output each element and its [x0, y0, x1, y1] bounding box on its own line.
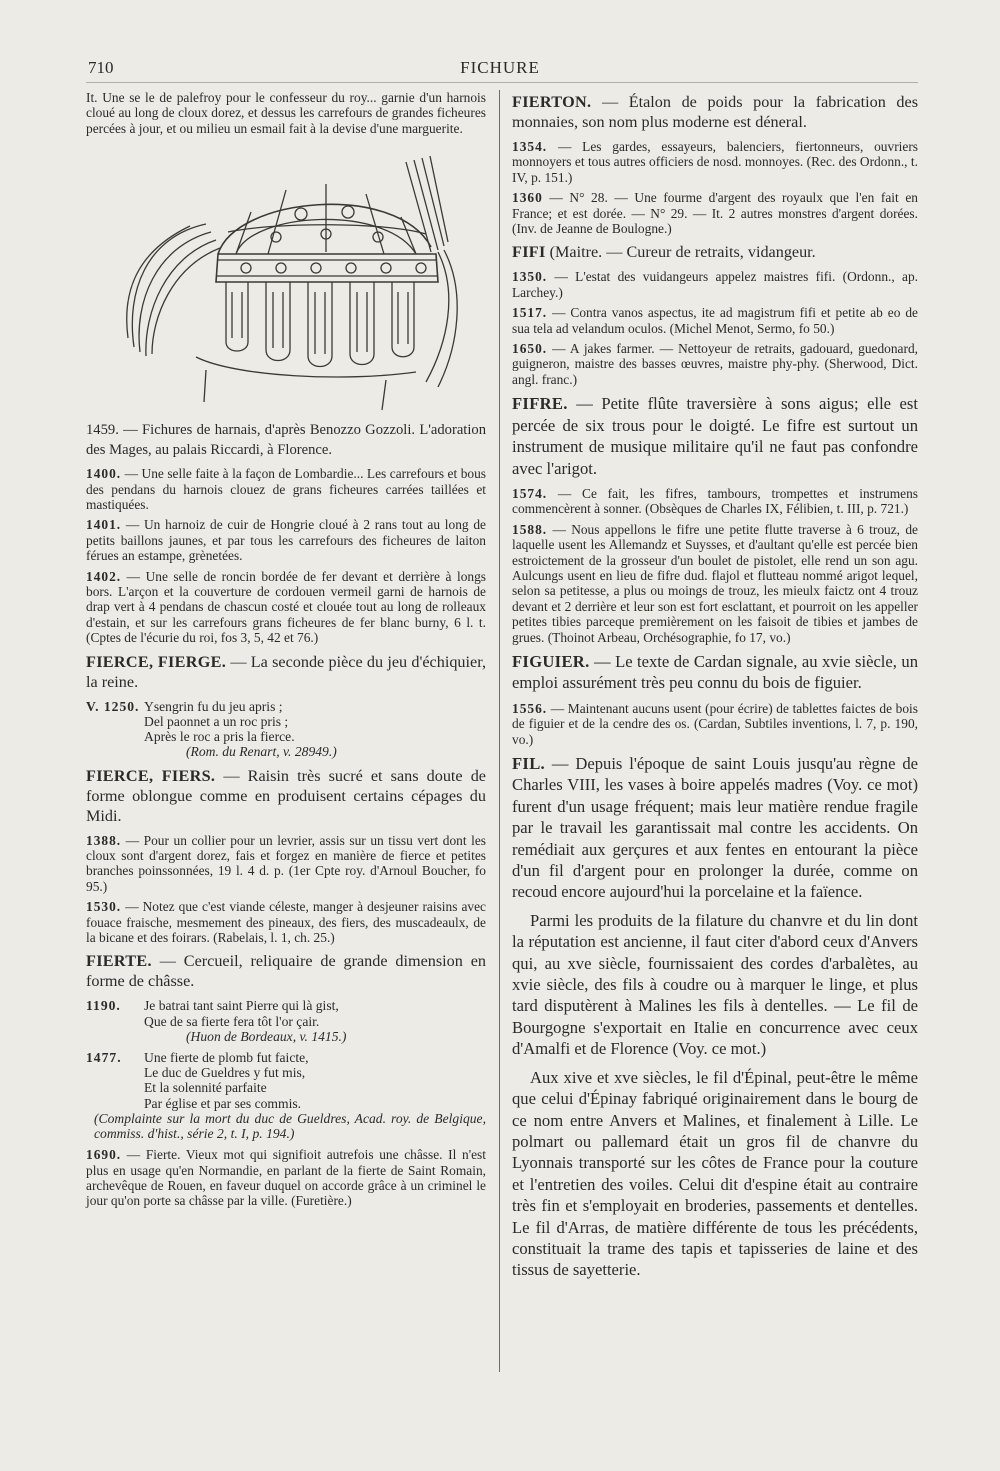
definition: — Depuis l'époque de saint Louis jusqu'au règne de Charles VIII, les vases à boire appelés madres (Voy. ce mot) furent d'un usage fréquent; mais leur matière rendue fragile par le travail les garantissait mal contre les accidents. On remédiait aux gerçures et aux fentes en entourant la pièce d'un fil d'argent pour en prolonger la durée, comme on recoud encore aujourd'hui la porcelaine et la faïence.	[512, 754, 918, 902]
left-column	[86, 90, 486, 1214]
quote-text: — Contra vanos aspectus, ite ad magistrum fifi et petite ab eo de sua tela ad velandum oculos. (Michel Menot, Sermo, fo 50.)	[512, 305, 918, 336]
fil-paragraph-2: Parmi les produits de la filature du chanvre et du lin dont la réputation est ancienne, il faut citer d'abord ceux d'Anvers qui, au xve siècle, fournissaient des cordes d'arbalètes, au xvie siècle, des fils à coudre ou à marquer le linge, et plus tard disputèrent à Malines les fils à dentelles. — Le fil de Bourgogne s'exportait en Italie en concurrence avec ceux d'Amalfi et de Florence (Voy. ce mot.)	[512, 910, 918, 1059]
verse-source: (Rom. du Renart, v. 28949.)	[186, 744, 337, 760]
quote-year: 1388.	[86, 832, 122, 848]
quote-1690	[86, 1147, 486, 1209]
page-number: 710	[88, 58, 114, 77]
verse-1250	[86, 699, 486, 760]
definition: — La seconde pièce du jeu d'échiquier, la reine.	[86, 652, 486, 691]
quote-1360	[512, 190, 918, 236]
verse-line: Et la solennité parfaite	[144, 1080, 267, 1096]
quote-text: — Une selle faite à la façon de Lombardie... Les carrefours et bous des pendans du harnois clouez de grans ficheures carrées taillées et mastiquées.	[86, 466, 486, 513]
quote-1650	[512, 341, 918, 387]
headword: FIL.	[512, 754, 546, 773]
verse-1477	[86, 1050, 486, 1141]
headword: FIERCE, FIERS.	[86, 766, 216, 785]
entry-fifre	[512, 393, 918, 479]
headword: FIERTON.	[512, 93, 592, 111]
quote-text: — Nous appellons le fifre une petite flutte traverse à 6 trouz, de laquelle usent les Allemandz et Suysses, et d'aultant qu'elle est percée bien estroictement de la grosseur d'un boulet de pistolet, elle rend un son agu. Aulcungs usent en lieu de fifre dud. flajol et flutteau nommé arigot lequel, selon sa petitesse, a plus ou moings de trouz, les mieulx faictz ont 4 trouz devant et 2 derrière et leur son est fort esclattant, et pourroit on les appeller petites tibies parceque premièrement on les faisoit de tibies et jambes de grues. (Thoinot Arbeau, Orchésographie, fo 17, vo.)	[512, 521, 918, 645]
quote-year: 1350.	[512, 269, 548, 285]
verse-line: Le duc de Gueldres y fut mis,	[144, 1065, 306, 1081]
quote-text: — L'estat des vuidangeurs appelez maistres fifi. (Ordonn., ap. Larchey.)	[512, 269, 918, 300]
quote-text: — Une selle de roncin bordée de fer devant et derrière à longs bors. L'arçon et la couverture de cordouen vermeil garni de harnois de drap vert à 4 pendans de chascun costé et clouée tout au long de rolleaux d'estain, et sur les carrefours grans ficheures de fer blanc burny, 6 l. t. (Cptes de l'écurie du roi, fos 3, 5, 42 et 76.)	[86, 568, 486, 646]
quote-1354	[512, 139, 918, 185]
verse-year: 1477.	[86, 1049, 122, 1065]
definition: — Cercueil, reliquaire de grande dimension en forme de châsse.	[86, 952, 486, 991]
quote-1530	[86, 899, 486, 945]
column-divider	[499, 90, 500, 1372]
headword: FIGUIER.	[512, 651, 590, 671]
quote-year: 1690.	[86, 1147, 122, 1163]
entry-fierce-fiers	[86, 766, 486, 826]
page-title: FICHURE	[460, 58, 540, 77]
quote-text: — Notez que c'est viande céleste, manger à desjeuner raisins avec fouace fraische, mesmement des pineaux, des fiers, des muscadeaulx, de la bicane et des foirars. (Rabelais, l. 1, ch. 25.)	[86, 899, 486, 945]
verse-source: (Huon de Bordeaux, v. 1415.)	[186, 1028, 347, 1044]
quote-1401	[86, 517, 486, 563]
definition: — Étalon de poids pour la fabrication des monnaies, son nom plus moderne est déneral.	[512, 93, 918, 131]
quote-year: 1402.	[86, 568, 122, 584]
entry-fierce-fierge	[86, 652, 486, 692]
intro-quote: It. Une se le de palefroy pour le confesseur du roy... garnie d'un harnois cloué au long de cloux dorez, et dessus les carrefours de grandes ficheures percées à jour, et ou milieu un esmail fait à la devise d'une marguerite.	[86, 90, 486, 136]
verse-line: Ysengrin fu du jeu apris ;	[144, 698, 283, 714]
definition: — Le texte de Cardan signale, au xvie siècle, un emploi assurément très peu connu du bois de figuier.	[512, 651, 918, 693]
verse-line: Par église et par ses commis.	[144, 1095, 302, 1111]
definition: — Raisin très sucré et sans doute de forme oblongue comme en produisent certains cépages du Midi.	[86, 766, 486, 825]
quote-1556	[512, 701, 918, 747]
quote-text: — Fierte. Vieux mot qui signifioit autrefois une châsse. Il n'est plus en usage qu'en Normandie, en parlant de la fierte de Saint Romain, archevêque de Rouen, en faveur duquel on accorde grâce à un criminel le jour qu'on porte sa châsse par la ville. (Furetière.)	[86, 1147, 486, 1209]
headword: FIFRE.	[512, 394, 568, 414]
quote-year: 1530.	[86, 899, 122, 915]
quote-1388	[86, 833, 486, 895]
quote-text: — Ce fait, les fifres, tambours, trompettes et instrumens commencèrent à sonner. (Obsèques de Charles IX, Félibien, t. III, p. 721.)	[512, 485, 918, 517]
quote-year: 1360	[512, 190, 543, 206]
right-column	[512, 90, 918, 1288]
entry-fierte	[86, 951, 486, 991]
entry-fierton	[512, 92, 918, 132]
verse-line: Del paonnet a un roc pris ;	[144, 713, 289, 729]
figure-caption: 1459. — Fichures de harnais, d'après Benozzo Gozzoli. L'adoration des Mages, au palais Riccardi, à Florence.	[86, 422, 486, 458]
headword: FIERCE, FIERGE.	[86, 652, 227, 671]
quote-text: — Les gardes, essayeurs, balenciers, fiertonneurs, ouvriers monnoyers et tous autres officiers de nosd. monnoyes. (Rec. des Ordonn., t. IV, p. 151.)	[512, 139, 918, 185]
verse-line: Après le roc a pris la fierce.	[144, 729, 295, 745]
quote-year: 1556.	[512, 700, 548, 716]
quote-text: — Maintenant aucuns usent (pour écrire) de tablettes faictes de bois de figuier et de la cendre des os. (Cardan, Subtiles inventions, l. 7, p. 190, vo.)	[512, 700, 918, 747]
verse-source: (Complainte sur la mort du duc de Gueldres, Acad. roy. de Belgique, commiss. d'hist., série 2, t. I, p. 194.)	[94, 1110, 486, 1141]
quote-year: 1650.	[512, 341, 548, 357]
entry-fil	[512, 753, 918, 903]
quote-1517	[512, 305, 918, 336]
quote-year: 1574.	[512, 485, 548, 501]
verse-line: Que de sa fierte fera tôt l'or çair.	[144, 1013, 320, 1029]
quote-1350	[512, 269, 918, 300]
engraving-image	[86, 142, 486, 417]
verse-line: Une fierte de plomb fut faicte,	[144, 1049, 309, 1065]
entry-figuier	[512, 651, 918, 694]
quote-year: 1354.	[512, 139, 548, 154]
quote-year: 1588.	[512, 521, 548, 537]
harness-ornament-illustration	[86, 142, 486, 417]
definition: — Petite flûte traversière à sons aigus; elle est percée de six trous pour le doigté. Le fifre est surtout un instrument de musique militaire qu'il ne faut pas confondre avec l'arigot.	[512, 394, 918, 478]
quote-text: — A jakes farmer. — Nettoyeur de retraits, gadouard, guedonard, guigneron, maistre des basses œuvres, maistre phy-phy. (Sherwood, Dict. angl. franc.)	[512, 341, 918, 387]
quote-1400	[86, 466, 486, 512]
headword: FIERTE.	[86, 952, 152, 971]
verse-year: V. 1250.	[86, 698, 140, 714]
quote-text: — N° 28. — Une fourme d'argent des royaulx que l'en fait en France; et est dorée. — N° 29. — It. 2 autres monstres d'argent dorées. (Inv. de Jeanne de Boulogne.)	[512, 190, 918, 237]
running-head	[88, 58, 912, 82]
quote-year: 1400.	[86, 466, 122, 482]
quote-text: — Un harnoiz de cuir de Hongrie cloué à 2 rans tout au long de petits baillons jaunes, et par tous les carrefours des ficheures de laiton férues an estampe, grènetées.	[86, 517, 486, 564]
verse-year: 1190.	[86, 998, 121, 1014]
quote-1402	[86, 569, 486, 646]
quote-year: 1401.	[86, 517, 122, 533]
verse-line: Je batrai tant saint Pierre qui là gist,	[144, 998, 339, 1014]
headword: FIFI	[512, 243, 546, 262]
entry-fifi	[512, 242, 918, 262]
fil-paragraph-3: Aux xive et xve siècles, le fil d'Épinal, peut-être le même que celui d'Épinay fabriqué originairement dans le bourg de ce nom entre Anvers et Malines, et finalement à Lille. Le polmart ou pallemard était un gros fil de chanvre du Lyonnais transporté sur les côtes de France pour la couture et l'entretien des voiles. Celui dit d'espine était au contraire très fin et s'employait en broderies, passements et dentelles. Le fil d'Arras, de matière différente de tous les précédents, constituait la trame des tapis et tapisseries de laine et des tissus de sayetterie.	[512, 1067, 918, 1280]
quote-year: 1517.	[512, 305, 548, 321]
quote-text: — Pour un collier pour un levrier, assis sur un tissu vert dont les cloux sont d'argent dorez, fais et forgez en manière de fierce et petites branches poinssonnées, 19 l. 4 d. p. (1er Cpte roy. d'Arnoul Boucher, fo 95.)	[86, 832, 486, 894]
definition: (Maitre. — Cureur de retraits, vidangeur.	[545, 243, 816, 262]
quote-1588	[512, 522, 918, 645]
verse-1190	[86, 998, 486, 1044]
header-rule	[86, 82, 918, 83]
quote-1574	[512, 486, 918, 517]
